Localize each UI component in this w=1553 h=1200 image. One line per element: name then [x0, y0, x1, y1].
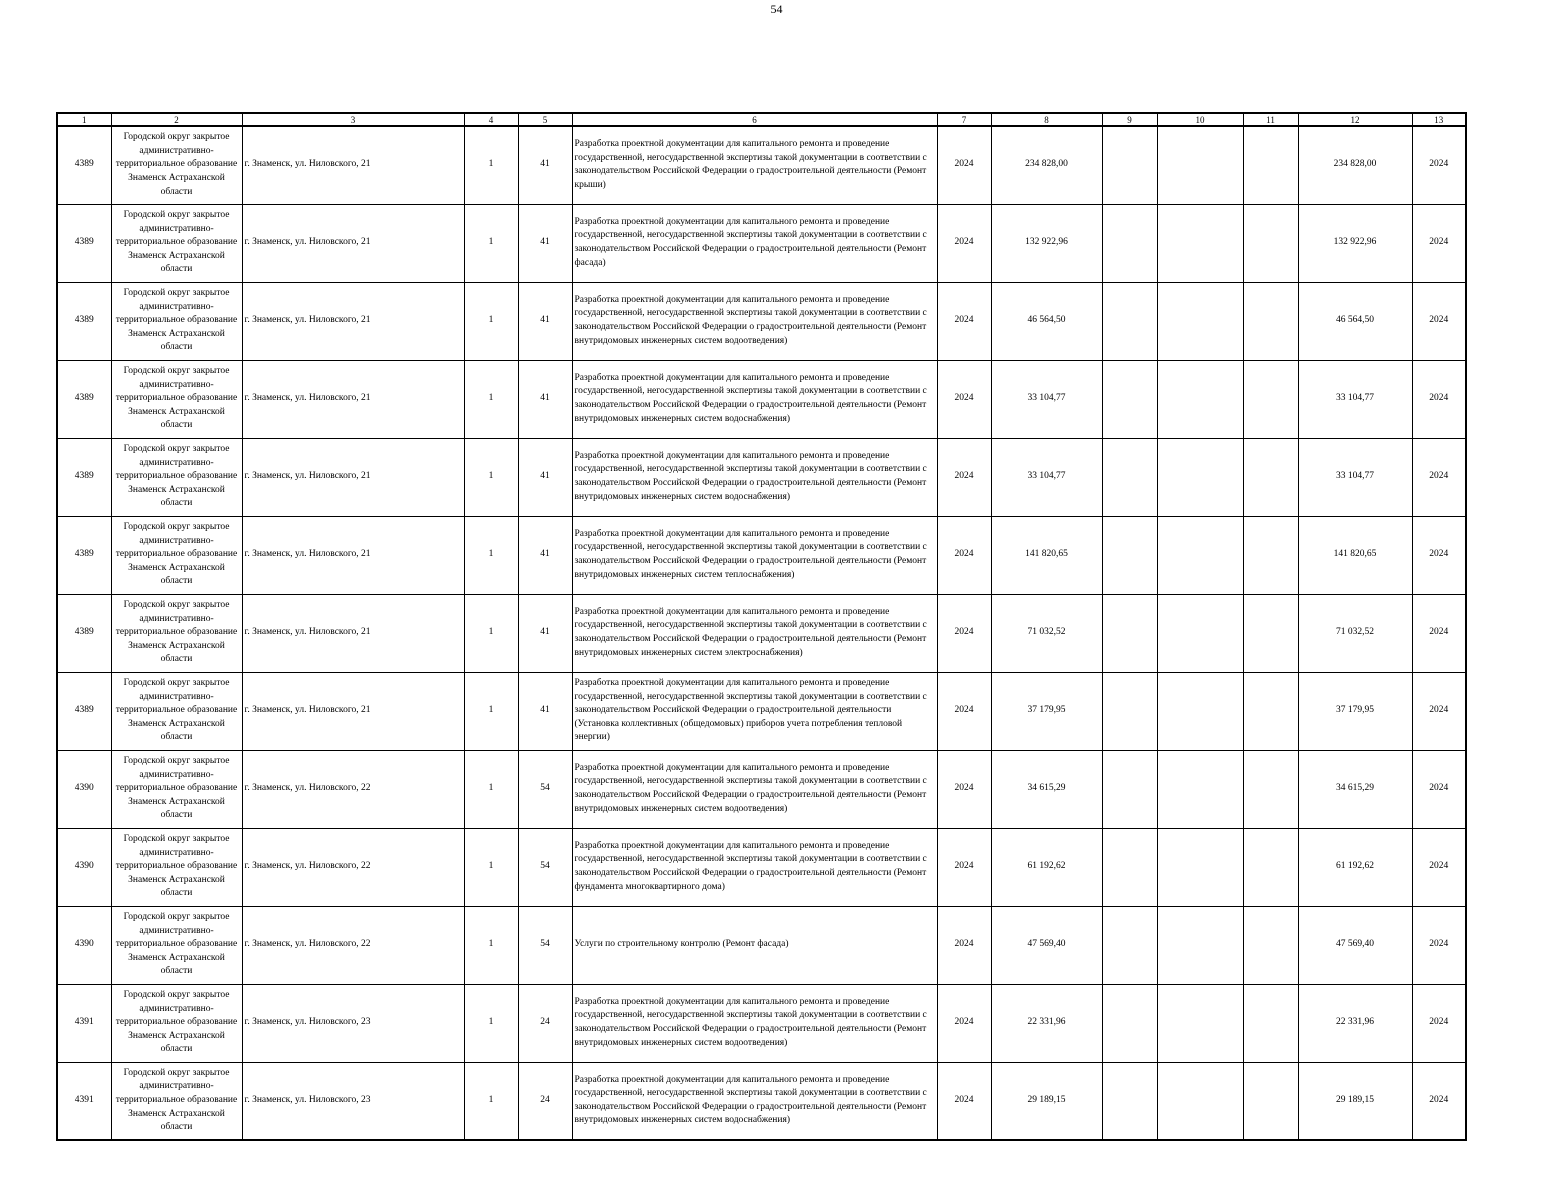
cell-col-3: г. Знаменск, ул. Ниловского, 22: [242, 828, 464, 906]
cell-col-2: Городской округ закрытое административно-территориальное образование Знаменск Астраханской области: [111, 594, 242, 672]
cell-col-4: 1: [464, 828, 518, 906]
cell-col-11: [1243, 984, 1298, 1062]
cell-col-11: [1243, 594, 1298, 672]
cell-col-7: 2024: [937, 594, 991, 672]
cell-col-9: [1102, 204, 1157, 282]
cell-col-7: 2024: [937, 906, 991, 984]
cell-col-11: [1243, 672, 1298, 750]
cell-col-1: 4390: [57, 828, 111, 906]
cell-col-2: Городской округ закрытое административно-территориальное образование Знаменск Астраханской области: [111, 360, 242, 438]
cell-col-6: Услуги по строительному контролю (Ремонт фасада): [572, 906, 937, 984]
cell-col-4: 1: [464, 672, 518, 750]
cell-col-1: 4389: [57, 594, 111, 672]
cell-col-8: 33 104,77: [991, 360, 1102, 438]
cell-col-2: Городской округ закрытое административно-территориальное образование Знаменск Астраханской области: [111, 672, 242, 750]
cell-col-9: [1102, 906, 1157, 984]
column-header-13: 13: [1412, 113, 1466, 126]
cell-col-4: 1: [464, 750, 518, 828]
cell-col-3: г. Знаменск, ул. Ниловского, 21: [242, 126, 464, 204]
cell-col-4: 1: [464, 360, 518, 438]
cell-col-8: 234 828,00: [991, 126, 1102, 204]
cell-col-8: 37 179,95: [991, 672, 1102, 750]
column-header-1: 1: [57, 113, 111, 126]
cell-col-13: 2024: [1412, 1062, 1466, 1140]
page-number: 54: [770, 2, 783, 16]
cell-col-12: 47 569,40: [1298, 906, 1412, 984]
cell-col-3: г. Знаменск, ул. Ниловского, 21: [242, 672, 464, 750]
table-row: [57, 750, 1466, 828]
cell-col-2: Городской округ закрытое административно-территориальное образование Знаменск Астраханской области: [111, 438, 242, 516]
column-header-8: 8: [991, 113, 1102, 126]
column-header-7: 7: [937, 113, 991, 126]
cell-col-6: Разработка проектной документации для капитального ремонта и проведение государственной, негосударственной экспертизы такой документации в соответствии с законодательством Российской Федерации о градостроительной деятельности (Ремонт внутридомовых инженерных систем водоснабжения): [572, 360, 937, 438]
cell-col-11: [1243, 750, 1298, 828]
cell-col-10: [1157, 516, 1243, 594]
cell-col-10: [1157, 204, 1243, 282]
cell-col-5: 41: [518, 204, 572, 282]
cell-col-7: 2024: [937, 126, 991, 204]
table-row: [57, 204, 1466, 282]
table-row: [57, 1062, 1466, 1140]
cell-col-9: [1102, 360, 1157, 438]
cell-col-10: [1157, 1062, 1243, 1140]
cell-col-5: 41: [518, 126, 572, 204]
cell-col-10: [1157, 750, 1243, 828]
column-number-row: [57, 113, 1466, 126]
table-body: [57, 126, 1466, 1140]
cell-col-6: Разработка проектной документации для капитального ремонта и проведение государственной, негосударственной экспертизы такой документации в соответствии с законодательством Российской Федерации о градостроительной деятельности (Ремонт внутридомовых инженерных систем электроснабжения): [572, 594, 937, 672]
cell-col-2: Городской округ закрытое административно-территориальное образование Знаменск Астраханской области: [111, 828, 242, 906]
cell-col-13: 2024: [1412, 828, 1466, 906]
column-header-6: 6: [572, 113, 937, 126]
cell-col-4: 1: [464, 1062, 518, 1140]
column-header-5: 5: [518, 113, 572, 126]
cell-col-1: 4389: [57, 438, 111, 516]
cell-col-8: 61 192,62: [991, 828, 1102, 906]
cell-col-10: [1157, 126, 1243, 204]
cell-col-13: 2024: [1412, 906, 1466, 984]
table-row: [57, 672, 1466, 750]
cell-col-7: 2024: [937, 204, 991, 282]
table-row: [57, 594, 1466, 672]
column-header-4: 4: [464, 113, 518, 126]
column-header-12: 12: [1298, 113, 1412, 126]
column-header-3: 3: [242, 113, 464, 126]
cell-col-1: 4390: [57, 750, 111, 828]
cell-col-10: [1157, 906, 1243, 984]
cell-col-2: Городской округ закрытое административно-территориальное образование Знаменск Астраханской области: [111, 516, 242, 594]
cell-col-2: Городской округ закрытое административно-территориальное образование Знаменск Астраханской области: [111, 126, 242, 204]
cell-col-6: Разработка проектной документации для капитального ремонта и проведение государственной, негосударственной экспертизы такой документации в соответствии с законодательством Российской Федерации о градостроительной деятельности (Ремонт внутридомовых инженерных систем водоотведения): [572, 984, 937, 1062]
cell-col-7: 2024: [937, 984, 991, 1062]
cell-col-8: 46 564,50: [991, 282, 1102, 360]
cell-col-9: [1102, 1062, 1157, 1140]
cell-col-11: [1243, 204, 1298, 282]
cell-col-1: 4389: [57, 516, 111, 594]
cell-col-4: 1: [464, 204, 518, 282]
table-row: [57, 516, 1466, 594]
cell-col-7: 2024: [937, 750, 991, 828]
cell-col-2: Городской округ закрытое административно-территориальное образование Знаменск Астраханской области: [111, 282, 242, 360]
cell-col-1: 4389: [57, 360, 111, 438]
cell-col-5: 54: [518, 828, 572, 906]
cell-col-5: 41: [518, 282, 572, 360]
cell-col-7: 2024: [937, 672, 991, 750]
cell-col-13: 2024: [1412, 126, 1466, 204]
cell-col-10: [1157, 672, 1243, 750]
cell-col-1: 4389: [57, 672, 111, 750]
cell-col-6: Разработка проектной документации для капитального ремонта и проведение государственной, негосударственной экспертизы такой документации в соответствии с законодательством Российской Федерации о градостроительной деятельности (Ремонт внутридомовых инженерных систем водоотведения): [572, 282, 937, 360]
cell-col-12: 29 189,15: [1298, 1062, 1412, 1140]
cell-col-12: 234 828,00: [1298, 126, 1412, 204]
cell-col-7: 2024: [937, 438, 991, 516]
cell-col-9: [1102, 672, 1157, 750]
cell-col-7: 2024: [937, 1062, 991, 1140]
cell-col-13: 2024: [1412, 438, 1466, 516]
cell-col-2: Городской округ закрытое административно-территориальное образование Знаменск Астраханской области: [111, 906, 242, 984]
cell-col-5: 41: [518, 594, 572, 672]
cell-col-7: 2024: [937, 516, 991, 594]
cell-col-3: г. Знаменск, ул. Ниловского, 21: [242, 594, 464, 672]
cell-col-5: 24: [518, 984, 572, 1062]
cell-col-11: [1243, 828, 1298, 906]
cell-col-4: 1: [464, 906, 518, 984]
column-header-10: 10: [1157, 113, 1243, 126]
cell-col-13: 2024: [1412, 360, 1466, 438]
cell-col-4: 1: [464, 282, 518, 360]
cell-col-1: 4389: [57, 282, 111, 360]
cell-col-12: 46 564,50: [1298, 282, 1412, 360]
cell-col-12: 33 104,77: [1298, 360, 1412, 438]
table-row: [57, 438, 1466, 516]
cell-col-6: Разработка проектной документации для капитального ремонта и проведение государственной, негосударственной экспертизы такой документации в соответствии с законодательством Российской Федерации о градостроительной деятельности (Ремонт внутридомовых инженерных систем водоснабжения): [572, 438, 937, 516]
cell-col-11: [1243, 282, 1298, 360]
cell-col-12: 34 615,29: [1298, 750, 1412, 828]
cell-col-13: 2024: [1412, 282, 1466, 360]
cell-col-5: 41: [518, 438, 572, 516]
cell-col-5: 41: [518, 516, 572, 594]
cell-col-8: 47 569,40: [991, 906, 1102, 984]
cell-col-3: г. Знаменск, ул. Ниловского, 21: [242, 516, 464, 594]
cell-col-3: г. Знаменск, ул. Ниловского, 21: [242, 204, 464, 282]
cell-col-10: [1157, 282, 1243, 360]
cell-col-9: [1102, 750, 1157, 828]
table-row: [57, 984, 1466, 1062]
column-header-2: 2: [111, 113, 242, 126]
cell-col-1: 4389: [57, 204, 111, 282]
cell-col-3: г. Знаменск, ул. Ниловского, 21: [242, 360, 464, 438]
cell-col-5: 41: [518, 672, 572, 750]
cell-col-10: [1157, 438, 1243, 516]
cell-col-12: 71 032,52: [1298, 594, 1412, 672]
cell-col-2: Городской округ закрытое административно-территориальное образование Знаменск Астраханской области: [111, 984, 242, 1062]
cell-col-10: [1157, 984, 1243, 1062]
cell-col-5: 54: [518, 906, 572, 984]
column-header-11: 11: [1243, 113, 1298, 126]
cell-col-6: Разработка проектной документации для капитального ремонта и проведение государственной, негосударственной экспертизы такой документации в соответствии с законодательством Российской Федерации о градостроительной деятельности (Ремонт крыши): [572, 126, 937, 204]
cell-col-7: 2024: [937, 282, 991, 360]
cell-col-9: [1102, 438, 1157, 516]
cell-col-9: [1102, 282, 1157, 360]
cell-col-8: 29 189,15: [991, 1062, 1102, 1140]
cell-col-4: 1: [464, 126, 518, 204]
cell-col-13: 2024: [1412, 594, 1466, 672]
cell-col-12: 22 331,96: [1298, 984, 1412, 1062]
cell-col-1: 4391: [57, 984, 111, 1062]
table-row: [57, 906, 1466, 984]
cell-col-9: [1102, 594, 1157, 672]
cell-col-8: 132 922,96: [991, 204, 1102, 282]
cell-col-12: 132 922,96: [1298, 204, 1412, 282]
cell-col-8: 34 615,29: [991, 750, 1102, 828]
cell-col-11: [1243, 906, 1298, 984]
cell-col-3: г. Знаменск, ул. Ниловского, 21: [242, 282, 464, 360]
table-row: [57, 282, 1466, 360]
cell-col-6: Разработка проектной документации для капитального ремонта и проведение государственной, негосударственной экспертизы такой документации в соответствии с законодательством Российской Федерации о градостроительной деятельности (Ремонт внутридомовых инженерных систем водоснабжения): [572, 1062, 937, 1140]
cell-col-13: 2024: [1412, 516, 1466, 594]
cell-col-6: Разработка проектной документации для капитального ремонта и проведение государственной, негосударственной экспертизы такой документации в соответствии с законодательством Российской Федерации о градостроительной деятельности (Установка коллективных (общедомовых) приборов учета потребления тепловой энергии): [572, 672, 937, 750]
cell-col-3: г. Знаменск, ул. Ниловского, 21: [242, 438, 464, 516]
cell-col-3: г. Знаменск, ул. Ниловского, 23: [242, 1062, 464, 1140]
column-header-9: 9: [1102, 113, 1157, 126]
cell-col-11: [1243, 1062, 1298, 1140]
cell-col-2: Городской округ закрытое административно-территориальное образование Знаменск Астраханской области: [111, 204, 242, 282]
cell-col-13: 2024: [1412, 672, 1466, 750]
table-row: [57, 360, 1466, 438]
cell-col-4: 1: [464, 516, 518, 594]
cell-col-10: [1157, 360, 1243, 438]
cell-col-6: Разработка проектной документации для капитального ремонта и проведение государственной, негосударственной экспертизы такой документации в соответствии с законодательством Российской Федерации о градостроительной деятельности (Ремонт внутридомовых инженерных систем теплоснабжения): [572, 516, 937, 594]
cell-col-8: 141 820,65: [991, 516, 1102, 594]
cell-col-3: г. Знаменск, ул. Ниловского, 22: [242, 750, 464, 828]
cell-col-12: 33 104,77: [1298, 438, 1412, 516]
cell-col-9: [1102, 828, 1157, 906]
cell-col-1: 4390: [57, 906, 111, 984]
cell-col-5: 24: [518, 1062, 572, 1140]
cell-col-6: Разработка проектной документации для капитального ремонта и проведение государственной, негосударственной экспертизы такой документации в соответствии с законодательством Российской Федерации о градостроительной деятельности (Ремонт фасада): [572, 204, 937, 282]
cell-col-3: г. Знаменск, ул. Ниловского, 22: [242, 906, 464, 984]
cell-col-4: 1: [464, 984, 518, 1062]
cell-col-12: 141 820,65: [1298, 516, 1412, 594]
cell-col-9: [1102, 984, 1157, 1062]
cell-col-2: Городской округ закрытое административно-территориальное образование Знаменск Астраханской области: [111, 1062, 242, 1140]
cell-col-7: 2024: [937, 360, 991, 438]
cell-col-8: 71 032,52: [991, 594, 1102, 672]
cell-col-9: [1102, 126, 1157, 204]
cell-col-12: 37 179,95: [1298, 672, 1412, 750]
cell-col-3: г. Знаменск, ул. Ниловского, 23: [242, 984, 464, 1062]
cell-col-5: 41: [518, 360, 572, 438]
register-table: [56, 112, 1467, 1141]
table-row: [57, 126, 1466, 204]
cell-col-12: 61 192,62: [1298, 828, 1412, 906]
cell-col-6: Разработка проектной документации для капитального ремонта и проведение государственной, негосударственной экспертизы такой документации в соответствии с законодательством Российской Федерации о градостроительной деятельности (Ремонт внутридомовых инженерных систем водоотведения): [572, 750, 937, 828]
cell-col-11: [1243, 360, 1298, 438]
cell-col-10: [1157, 828, 1243, 906]
cell-col-9: [1102, 516, 1157, 594]
cell-col-2: Городской округ закрытое административно-территориальное образование Знаменск Астраханской области: [111, 750, 242, 828]
cell-col-8: 33 104,77: [991, 438, 1102, 516]
cell-col-1: 4389: [57, 126, 111, 204]
table-row: [57, 828, 1466, 906]
cell-col-5: 54: [518, 750, 572, 828]
cell-col-1: 4391: [57, 1062, 111, 1140]
cell-col-11: [1243, 438, 1298, 516]
cell-col-13: 2024: [1412, 984, 1466, 1062]
cell-col-8: 22 331,96: [991, 984, 1102, 1062]
cell-col-13: 2024: [1412, 204, 1466, 282]
cell-col-4: 1: [464, 594, 518, 672]
cell-col-4: 1: [464, 438, 518, 516]
cell-col-7: 2024: [937, 828, 991, 906]
cell-col-11: [1243, 126, 1298, 204]
cell-col-10: [1157, 594, 1243, 672]
cell-col-11: [1243, 516, 1298, 594]
cell-col-13: 2024: [1412, 750, 1466, 828]
cell-col-6: Разработка проектной документации для капитального ремонта и проведение государственной, негосударственной экспертизы такой документации в соответствии с законодательством Российской Федерации о градостроительной деятельности (Ремонт фундамента многоквартирного дома): [572, 828, 937, 906]
